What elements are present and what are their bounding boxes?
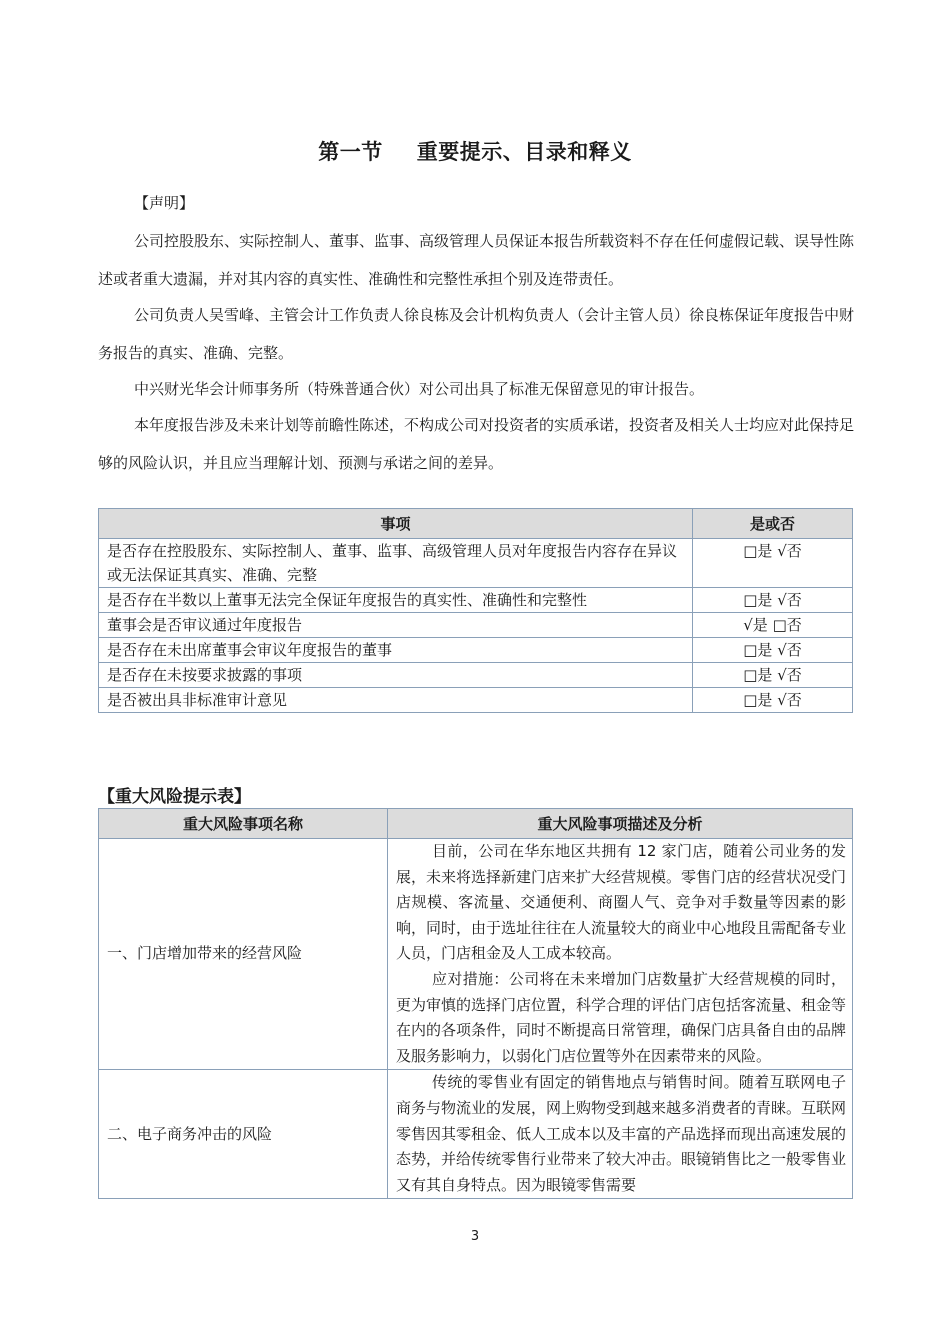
table-row — [99, 1070, 853, 1199]
risk-table — [98, 808, 853, 1199]
table-row — [99, 638, 853, 663]
table-row — [99, 588, 853, 613]
risk-table-heading: 【重大风险提示表】 — [98, 787, 251, 807]
risk-paragraph: 目前，公司在华东地区共拥有 12 家门店，随着公司业务的发展，未来将选择新建门店来扩大经营规模。零售门店的经营状况受门店规模、客流量、交通便利、商圈人气、竞争对手数量等因素的影响，同时，由于选址往往在人流量较大的商业中心地段且需配备专业人员，门店租金及人工成本较高。 — [396, 842, 847, 963]
table-row — [99, 663, 853, 688]
declaration-paragraph: 中兴财光华会计师事务所（特殊普通合伙）对公司出具了标准无保留意见的审计报告。 — [134, 380, 705, 398]
matter-item: 董事会是否审议通过年度报告 — [99, 613, 693, 638]
declaration-heading: 【声明】 — [134, 194, 195, 212]
matters-table — [98, 508, 853, 713]
table-header-row — [99, 809, 853, 839]
section-number: 第一节 — [318, 140, 383, 164]
risk-name: 一、门店增加带来的经营风险 — [99, 839, 388, 1070]
table-row — [99, 688, 853, 713]
matter-answer: □是 √否 — [693, 688, 853, 713]
matter-item: 是否存在半数以上董事无法完全保证年度报告的真实性、准确性和完整性 — [99, 588, 693, 613]
matter-answer: √是 □否 — [693, 613, 853, 638]
table-header-row — [99, 509, 853, 539]
column-header: 重大风险事项名称 — [99, 809, 388, 839]
column-header: 事项 — [99, 509, 693, 539]
matter-answer: □是 √否 — [693, 638, 853, 663]
risk-paragraph: 应对措施：公司将在未来增加门店数量扩大经营规模的同时，更为审慎的选择门店位置，科学合理的评估门店包括客流量、租金等在内的各项条件，同时不断提高日常管理，确保门店具备自由的品牌及服务影响力，以弱化门店位置等外在因素带来的风险。 — [396, 969, 847, 1065]
risk-description — [388, 1070, 853, 1199]
matter-answer: □是 √否 — [693, 539, 853, 588]
column-header: 重大风险事项描述及分析 — [388, 809, 853, 839]
risk-name: 二、电子商务冲击的风险 — [99, 1070, 388, 1199]
risk-description — [388, 839, 853, 1070]
page-title — [0, 136, 950, 166]
column-header: 是或否 — [693, 509, 853, 539]
declaration-paragraph: 本年度报告涉及未来计划等前瞻性陈述，不构成公司对投资者的实质承诺，投资者及相关人士均应对此保持足够的风险认识，并且应当理解计划、预测与承诺之间的差异。 — [98, 416, 855, 472]
declaration-paragraph: 公司控股股东、实际控制人、董事、监事、高级管理人员保证本报告所载资料不存在任何虚假记载、误导性陈述或者重大遗漏，并对其内容的真实性、准确性和完整性承担个别及连带责任。 — [98, 232, 855, 288]
table-row — [99, 613, 853, 638]
matter-item: 是否存在控股股东、实际控制人、董事、监事、高级管理人员对年度报告内容存在异议或无法保证其真实、准确、完整 — [99, 539, 693, 588]
matter-answer: □是 √否 — [693, 663, 853, 688]
matter-item: 是否存在未出席董事会审议年度报告的董事 — [99, 638, 693, 663]
matter-item: 是否被出具非标准审计意见 — [99, 688, 693, 713]
section-name: 重要提示、目录和释义 — [416, 140, 632, 164]
matter-answer: □是 √否 — [693, 588, 853, 613]
matter-item: 是否存在未按要求披露的事项 — [99, 663, 693, 688]
table-row — [99, 839, 853, 1070]
table-row — [99, 539, 853, 588]
risk-paragraph: 传统的零售业有固定的销售地点与销售时间。随着互联网电子商务与物流业的发展，网上购物受到越来越多消费者的青睐。互联网零售因其零租金、低人工成本以及丰富的产品选择而现出高速发展的态势，并给传统零售行业带来了较大冲击。眼镜销售比之一般零售业又有其自身特点。因为眼镜零售需要 — [396, 1073, 847, 1194]
page-number: 3 — [470, 1229, 480, 1244]
declaration-paragraph: 公司负责人吴雪峰、主管会计工作负责人徐良栋及会计机构负责人（会计主管人员）徐良栋保证年度报告中财务报告的真实、准确、完整。 — [98, 306, 855, 362]
